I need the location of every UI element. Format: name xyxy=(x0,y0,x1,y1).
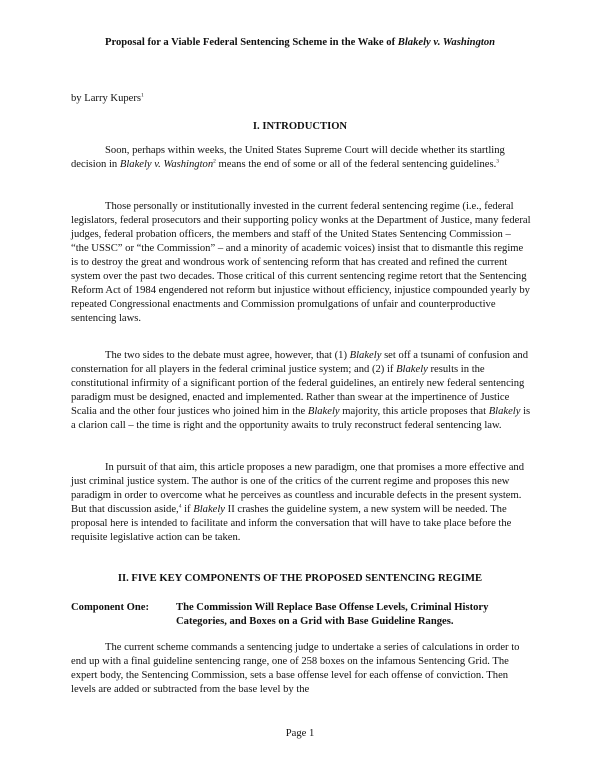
paragraph-5: The current scheme commands a sentencing judge to undertake a series of calculations in order to end up with a final guideline sentencing range, one of 258 boxes on the infamous Sentencing Grid. The expert body, the Sentencing Commission, sets a base offense level for each offense of conviction. Then levels are added or subtracted from the base level by the xyxy=(71,642,520,695)
document-title xyxy=(0,37,600,48)
paragraph-text: In pursuit of that aim, this article proposes a new paradigm, one that promises a more effective and just criminal justice system. The author is one of the critics of the current regime and proposes this new paradigm in order to overcome what he perceives as countless and incurable defects in the present system. But that discussion aside, xyxy=(71,462,525,515)
footnote-marker[interactable]: 4 xyxy=(178,503,182,510)
paragraph-text: The two sides to the debate must agree, however, that (1) xyxy=(105,350,347,361)
footnote-marker[interactable]: 2 xyxy=(213,158,216,165)
paragraph-3 xyxy=(71,349,531,433)
case-name: Blakely xyxy=(193,504,226,515)
author-byline xyxy=(71,93,144,104)
title-case-name: Blakely v. Washington xyxy=(397,37,496,48)
paragraph-text: set off a tsunami of confusion and consternation for all players in the federal criminal justice system; and (2) if xyxy=(71,350,529,375)
byline-text: by Larry Kupers xyxy=(71,93,142,104)
case-name: Blakely xyxy=(307,406,340,417)
paragraph-text: is a clarion call – the time is right and the opportunity awaits to truly reconstruct federal sentencing law. xyxy=(71,406,531,431)
footnote-marker[interactable]: 3 xyxy=(496,158,499,165)
paragraph-text: majority, this article proposes that xyxy=(342,406,487,417)
paragraph-text: Soon, perhaps within weeks, the United States Supreme Court will decide whether its startling decision in xyxy=(71,145,505,170)
section-heading-introduction: I. INTRODUCTION xyxy=(252,121,348,132)
component-title: The Commission Will Replace Base Offense Levels, Criminal History Categories, and Boxes on a Grid with Base Guideline Ranges. xyxy=(176,602,489,627)
footnote-marker[interactable]: 1 xyxy=(141,92,144,99)
paragraph-text: means the end of some or all of the federal sentencing guidelines. xyxy=(218,159,497,170)
paragraph-text: if xyxy=(184,504,191,515)
component-label: Component One: xyxy=(71,602,149,613)
paragraph-text: II crashes the guideline system, a new system will be needed. The proposal here is intended to facilitate and inform the conversation that will have to take place before the requisite legislative action can be taken. xyxy=(71,504,512,543)
paragraph-2: Those personally or institutionally invested in the current federal sentencing regime (i.e., federal legislators, federal prosecutors and their supporting policy wonks at the Department of Justice, many federal judges, federal probation officers, the members and staff of the United States Sentencing Commission – “the USSC” or “the Commission” – and a minority of academic voices) insist that to dismantle this regime is to destroy the great and wondrous work of sentencing reform that has created and refined the current system over the past two decades. Those critical of this current sentencing regime retort that the Sentencing Reform Act of 1984 engendered not reform but injustice without efficiency, injustice compounded yearly by repeated Congressional enactments and Commission promulgations of unfair and counterproductive sentencing laws. xyxy=(71,201,531,324)
paragraph-1 xyxy=(71,144,531,172)
paragraph-text: results in the constitutional infirmity of a significant portion of the federal guidelines, an entirely new federal sentencing paradigm must be designed, enacted and implemented. Rather than swear at the impertinence of Justice Scalia and the other four justices who joined him in the xyxy=(71,364,525,417)
title-text: Proposal for a Viable Federal Sentencing Scheme in the Wake of xyxy=(104,37,396,48)
section-heading-components: II. FIVE KEY COMPONENTS OF THE PROPOSED SENTENCING REGIME xyxy=(117,573,483,584)
page-number: Page 1 xyxy=(285,728,315,739)
case-name: Blakely xyxy=(349,350,382,361)
case-name: Blakely xyxy=(396,364,428,375)
case-name: Blakely xyxy=(488,406,521,417)
case-name: Blakely v. Washington xyxy=(119,159,214,170)
paragraph-4 xyxy=(71,461,531,545)
